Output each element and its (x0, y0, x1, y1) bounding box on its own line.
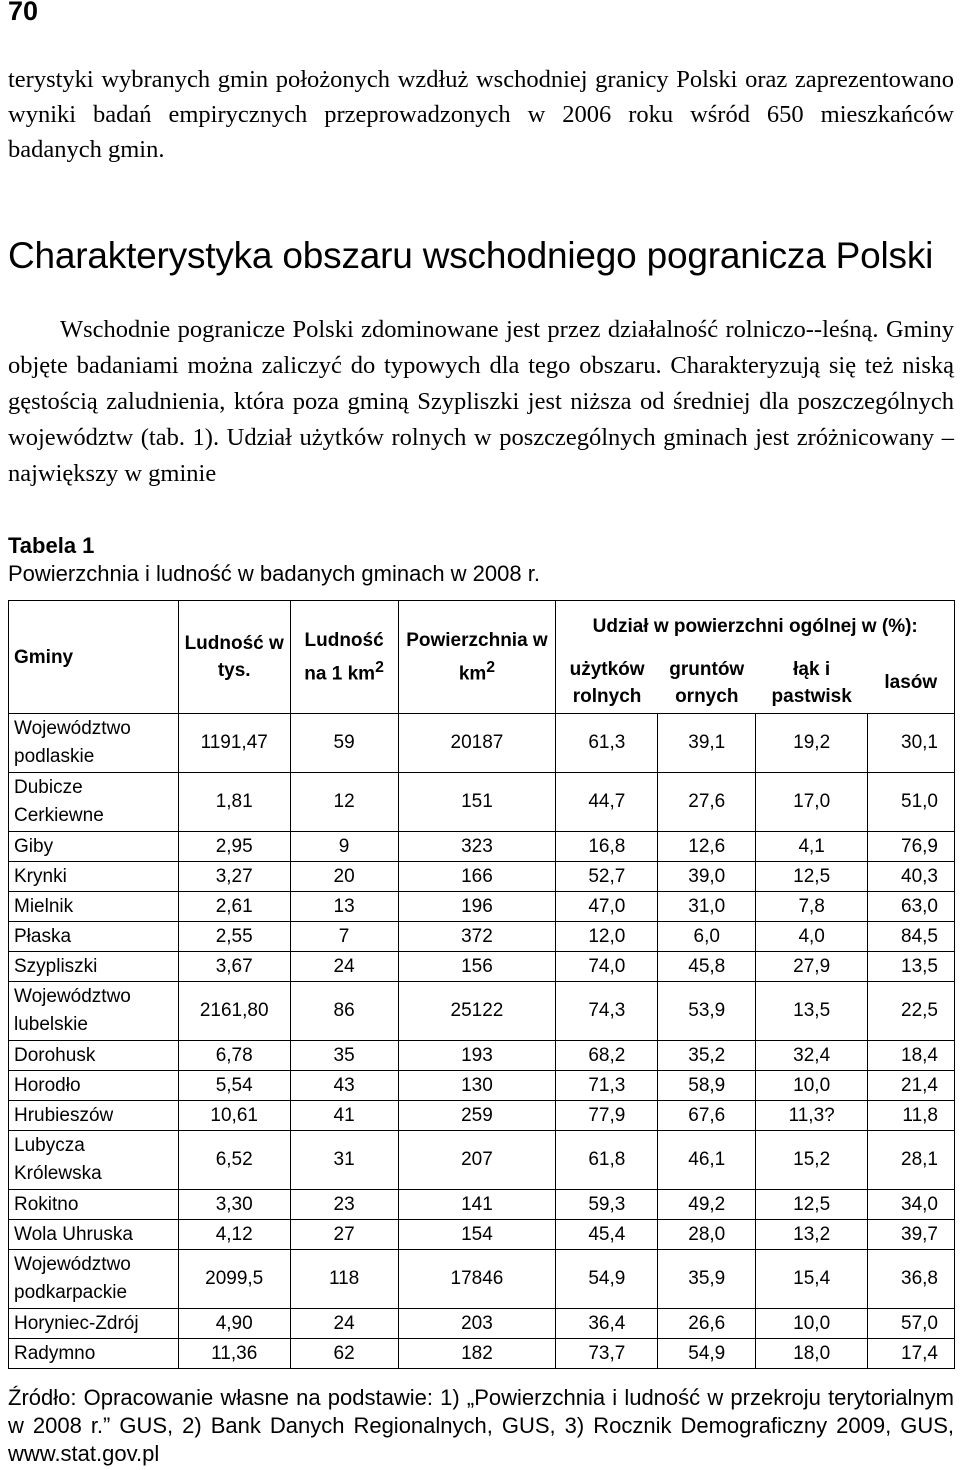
cell-lak: 17,0 (756, 773, 868, 832)
cell-ludnosc: 1,81 (178, 773, 290, 832)
table-row (9, 714, 955, 773)
cell-ludnosc: 3,27 (178, 862, 290, 892)
table-label: Tabela 1 (8, 533, 95, 558)
table-row (9, 1250, 955, 1309)
intro-paragraph: terystyki wybranych gmin położonych wzdłuż wschodniej granicy Polski oraz zaprezentowano wyniki badań empirycznych przeprowadzonych w 2006 roku wśród 650 mieszkańców badanych gmin. (8, 66, 954, 163)
cell-gruntow: 49,2 (658, 1190, 756, 1220)
header-gestosc-text: Ludność na 1 km (304, 629, 384, 685)
cell-powierzchnia: 372 (398, 922, 556, 952)
cell-lasow: 63,0 (868, 892, 955, 922)
cell-ludnosc: 2,55 (178, 922, 290, 952)
cell-uzytkow: 54,9 (556, 1250, 658, 1309)
cell-gestosc: 7 (290, 922, 398, 952)
cell-powierzchnia: 141 (398, 1190, 556, 1220)
cell-powierzchnia: 182 (398, 1339, 556, 1369)
table-row (9, 862, 955, 892)
cell-lasow: 17,4 (868, 1339, 955, 1369)
cell-ludnosc: 2161,80 (178, 982, 290, 1041)
cell-lak: 13,5 (756, 982, 868, 1041)
cell-ludnosc: 6,78 (178, 1041, 290, 1071)
cell-lasow: 22,5 (868, 982, 955, 1041)
cell-lak: 15,2 (756, 1131, 868, 1190)
cell-lak: 4,0 (756, 922, 868, 952)
cell-gestosc: 31 (290, 1131, 398, 1190)
table-row (9, 1339, 955, 1369)
cell-gestosc: 118 (290, 1250, 398, 1309)
table-row (9, 773, 955, 832)
cell-powierzchnia: 193 (398, 1041, 556, 1071)
cell-ludnosc: 6,52 (178, 1131, 290, 1190)
cell-ludnosc: 2099,5 (178, 1250, 290, 1309)
cell-gestosc: 24 (290, 952, 398, 982)
cell-gruntow: 31,0 (658, 892, 756, 922)
cell-powierzchnia: 196 (398, 892, 556, 922)
cell-gestosc: 62 (290, 1339, 398, 1369)
row-name: Płaska (9, 922, 179, 952)
row-name: Województwo lubelskie (9, 982, 179, 1041)
row-name: Dorohusk (9, 1041, 179, 1071)
cell-uzytkow: 59,3 (556, 1190, 658, 1220)
header-powierzchnia-text: Powierzchnia w km (406, 629, 548, 685)
cell-gruntow: 12,6 (658, 832, 756, 862)
header-lak: łąk i pastwisk (756, 653, 868, 714)
cell-lak: 12,5 (756, 862, 868, 892)
cell-gestosc: 9 (290, 832, 398, 862)
cell-gestosc: 13 (290, 892, 398, 922)
cell-ludnosc: 1191,47 (178, 714, 290, 773)
cell-lak: 11,3? (756, 1101, 868, 1131)
cell-lasow: 84,5 (868, 922, 955, 952)
header-ludnosc: Ludność w tys. (178, 601, 290, 714)
header-gminy: Gminy (9, 601, 179, 714)
table-row (9, 892, 955, 922)
cell-gestosc: 24 (290, 1309, 398, 1339)
row-name: Hrubieszów (9, 1101, 179, 1131)
cell-gestosc: 86 (290, 982, 398, 1041)
row-name: Województwo podkarpackie (9, 1250, 179, 1309)
cell-lak: 15,4 (756, 1250, 868, 1309)
row-name: Lubycza Królewska (9, 1131, 179, 1190)
cell-gruntow: 35,2 (658, 1041, 756, 1071)
table-caption: Powierzchnia i ludność w badanych gminach w 2008 r. (8, 561, 540, 586)
table-row (9, 1220, 955, 1250)
row-name: Horodło (9, 1071, 179, 1101)
table-row (9, 832, 955, 862)
cell-gestosc: 23 (290, 1190, 398, 1220)
header-lasow: lasów (868, 653, 955, 714)
cell-gruntow: 28,0 (658, 1220, 756, 1250)
cell-lasow: 40,3 (868, 862, 955, 892)
cell-lasow: 76,9 (868, 832, 955, 862)
header-uzytkow: użytków rolnych (556, 653, 658, 714)
cell-gruntow: 35,9 (658, 1250, 756, 1309)
row-name: Giby (9, 832, 179, 862)
cell-gestosc: 27 (290, 1220, 398, 1250)
cell-uzytkow: 61,8 (556, 1131, 658, 1190)
cell-uzytkow: 36,4 (556, 1309, 658, 1339)
source-note: Źródło: Opracowanie własne na podstawie: 1) „Powierzchnia i ludność w przekroju terytorialnym w 2008 r.” GUS, 2) Bank Danych Regionalnych, GUS, 3) Rocznik Demograficzny 2009, GUS, www.stat.gov.pl (8, 1385, 954, 1466)
cell-uzytkow: 45,4 (556, 1220, 658, 1250)
table-row (9, 1309, 955, 1339)
cell-uzytkow: 71,3 (556, 1071, 658, 1101)
cell-powierzchnia: 25122 (398, 982, 556, 1041)
cell-ludnosc: 10,61 (178, 1101, 290, 1131)
cell-lasow: 39,7 (868, 1220, 955, 1250)
cell-ludnosc: 3,30 (178, 1190, 290, 1220)
cell-powierzchnia: 154 (398, 1220, 556, 1250)
cell-ludnosc: 2,61 (178, 892, 290, 922)
cell-lak: 13,2 (756, 1220, 868, 1250)
section-heading: Charakterystyka obszaru wschodniego pogranicza Polski (8, 235, 934, 276)
cell-lasow: 28,1 (868, 1131, 955, 1190)
cell-gestosc: 35 (290, 1041, 398, 1071)
cell-powierzchnia: 151 (398, 773, 556, 832)
cell-gruntow: 45,8 (658, 952, 756, 982)
cell-lasow: 57,0 (868, 1309, 955, 1339)
table-row (9, 1071, 955, 1101)
cell-lak: 19,2 (756, 714, 868, 773)
header-gestosc (290, 601, 398, 714)
row-name: Horyniec-Zdrój (9, 1309, 179, 1339)
table-row (9, 982, 955, 1041)
cell-gruntow: 39,0 (658, 862, 756, 892)
table-row (9, 1101, 955, 1131)
cell-lak: 10,0 (756, 1071, 868, 1101)
cell-gestosc: 43 (290, 1071, 398, 1101)
section-paragraph: Wschodnie pogranicze Polski zdominowane jest przez działalność rolniczo--leśną. Gminy objęte badaniami można zaliczyć do typowych dla tego obszaru. Charakteryzują się też niską gęstością zaludnienia, która poza gminą Szypliszki jest niższa od średniej dla poszczególnych województw (tab. 1). Udział użytków rolnych w poszczególnych gminach jest zróżnicowany – największy w gminie (8, 316, 954, 487)
table-row (9, 922, 955, 952)
cell-gestosc: 20 (290, 862, 398, 892)
cell-uzytkow: 68,2 (556, 1041, 658, 1071)
row-name: Dubicze Cerkiewne (9, 773, 179, 832)
cell-gruntow: 67,6 (658, 1101, 756, 1131)
cell-ludnosc: 4,90 (178, 1309, 290, 1339)
header-udzial-group: Udział w powierzchni ogólnej w (%): (556, 601, 955, 653)
data-table (8, 600, 955, 1369)
cell-gruntow: 46,1 (658, 1131, 756, 1190)
cell-lak: 10,0 (756, 1309, 868, 1339)
cell-gruntow: 39,1 (658, 714, 756, 773)
table-row (9, 952, 955, 982)
cell-lasow: 34,0 (868, 1190, 955, 1220)
table-row (9, 1131, 955, 1190)
cell-gestosc: 41 (290, 1101, 398, 1131)
cell-gruntow: 26,6 (658, 1309, 756, 1339)
row-name: Krynki (9, 862, 179, 892)
cell-uzytkow: 52,7 (556, 862, 658, 892)
cell-ludnosc: 5,54 (178, 1071, 290, 1101)
cell-lasow: 30,1 (868, 714, 955, 773)
cell-uzytkow: 74,0 (556, 952, 658, 982)
row-name: Radymno (9, 1339, 179, 1369)
cell-lasow: 13,5 (868, 952, 955, 982)
cell-gruntow: 27,6 (658, 773, 756, 832)
cell-uzytkow: 47,0 (556, 892, 658, 922)
cell-gruntow: 53,9 (658, 982, 756, 1041)
cell-lak: 18,0 (756, 1339, 868, 1369)
cell-gestosc: 12 (290, 773, 398, 832)
cell-gestosc: 59 (290, 714, 398, 773)
cell-uzytkow: 74,3 (556, 982, 658, 1041)
row-name: Województwo podlaskie (9, 714, 179, 773)
header-powierzchnia (398, 601, 556, 714)
table-body (9, 714, 955, 1369)
cell-lak: 7,8 (756, 892, 868, 922)
header-gruntow: gruntów ornych (658, 653, 756, 714)
table-row (9, 1041, 955, 1071)
header-powierzchnia-sup: 2 (486, 658, 496, 676)
cell-gruntow: 6,0 (658, 922, 756, 952)
cell-ludnosc: 4,12 (178, 1220, 290, 1250)
cell-powierzchnia: 166 (398, 862, 556, 892)
cell-uzytkow: 77,9 (556, 1101, 658, 1131)
cell-gruntow: 54,9 (658, 1339, 756, 1369)
cell-lasow: 11,8 (868, 1101, 955, 1131)
row-name: Rokitno (9, 1190, 179, 1220)
cell-lak: 4,1 (756, 832, 868, 862)
table-row (9, 1190, 955, 1220)
header-gestosc-sup: 2 (375, 658, 384, 676)
cell-lak: 12,5 (756, 1190, 868, 1220)
cell-gruntow: 58,9 (658, 1071, 756, 1101)
cell-lasow: 36,8 (868, 1250, 955, 1309)
page-number: 70 (8, 0, 39, 26)
cell-ludnosc: 11,36 (178, 1339, 290, 1369)
cell-ludnosc: 2,95 (178, 832, 290, 862)
cell-powierzchnia: 203 (398, 1309, 556, 1339)
cell-powierzchnia: 259 (398, 1101, 556, 1131)
cell-powierzchnia: 17846 (398, 1250, 556, 1309)
cell-lak: 27,9 (756, 952, 868, 982)
cell-powierzchnia: 130 (398, 1071, 556, 1101)
cell-uzytkow: 61,3 (556, 714, 658, 773)
cell-lasow: 51,0 (868, 773, 955, 832)
cell-powierzchnia: 207 (398, 1131, 556, 1190)
cell-lasow: 21,4 (868, 1071, 955, 1101)
cell-lasow: 18,4 (868, 1041, 955, 1071)
cell-powierzchnia: 323 (398, 832, 556, 862)
row-name: Wola Uhruska (9, 1220, 179, 1250)
cell-powierzchnia: 156 (398, 952, 556, 982)
cell-uzytkow: 44,7 (556, 773, 658, 832)
cell-lak: 32,4 (756, 1041, 868, 1071)
cell-uzytkow: 16,8 (556, 832, 658, 862)
cell-uzytkow: 12,0 (556, 922, 658, 952)
row-name: Szypliszki (9, 952, 179, 982)
cell-ludnosc: 3,67 (178, 952, 290, 982)
row-name: Mielnik (9, 892, 179, 922)
cell-powierzchnia: 20187 (398, 714, 556, 773)
cell-uzytkow: 73,7 (556, 1339, 658, 1369)
